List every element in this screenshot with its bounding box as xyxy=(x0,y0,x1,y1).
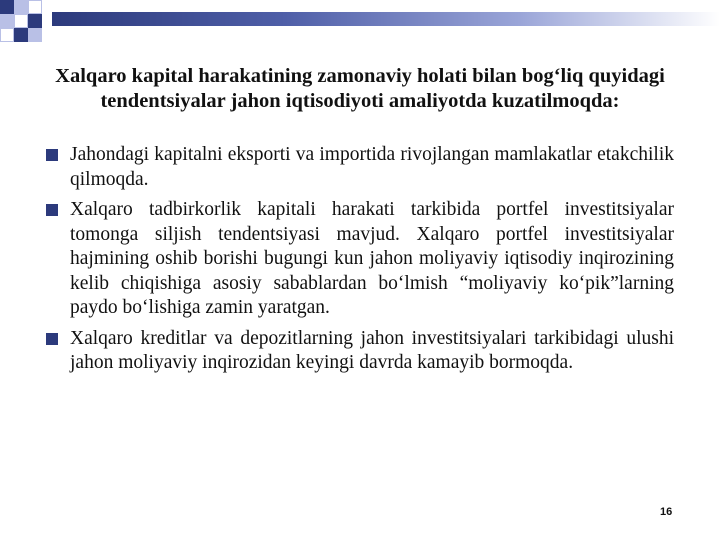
decor-square xyxy=(0,14,14,28)
bullet-item xyxy=(0,327,720,376)
decor-square xyxy=(14,14,28,28)
decor-square xyxy=(28,28,42,42)
bullet-text: Jahondagi kapitalni eksporti va importida rivojlangan mamlakatlar etakchilik qilmoqda. xyxy=(70,144,674,190)
page-number: 16 xyxy=(660,506,673,518)
header-gradient-bar xyxy=(52,12,720,26)
bullet-list xyxy=(0,143,720,382)
decor-square xyxy=(0,0,14,14)
square-bullet-icon xyxy=(46,149,58,161)
decor-square xyxy=(14,0,28,14)
bullet-text: Xalqaro tadbirkorlik kapitali harakati tarkibida portfel investitsiyalar tomonga siljish tendentsiyasi mavjud. Xalqaro portfel investitsiyalar hajmining oshib borishi bugungi kun jahon moliyaviy iqtisodiy inqirozining kelib chiqishiga asosiy sabablardan bo‘lmish “moliyaviy ko‘pik”larning paydo bo‘lishiga zamin yaratgan. xyxy=(70,199,674,318)
decor-square xyxy=(28,0,42,14)
bullet-item xyxy=(0,198,720,321)
square-bullet-icon xyxy=(46,204,58,216)
bullet-item xyxy=(0,143,720,192)
bullet-text: Xalqaro kreditlar va depozitlarning jahon investitsiyalari tarkibidagi ulushi jahon moliyaviy inqirozidan keyingi davrda kamayib bormoqda. xyxy=(70,327,674,373)
slide-title: Xalqaro kapital harakatining zamonaviy holati bilan bog‘liq quyidagi tendentsiyalar jahon iqtisodiyoti amaliyotda kuzatilmoqda: xyxy=(55,65,665,112)
decor-square xyxy=(0,28,14,42)
square-bullet-icon xyxy=(46,333,58,345)
decor-square xyxy=(28,14,42,28)
decor-square xyxy=(14,28,28,42)
